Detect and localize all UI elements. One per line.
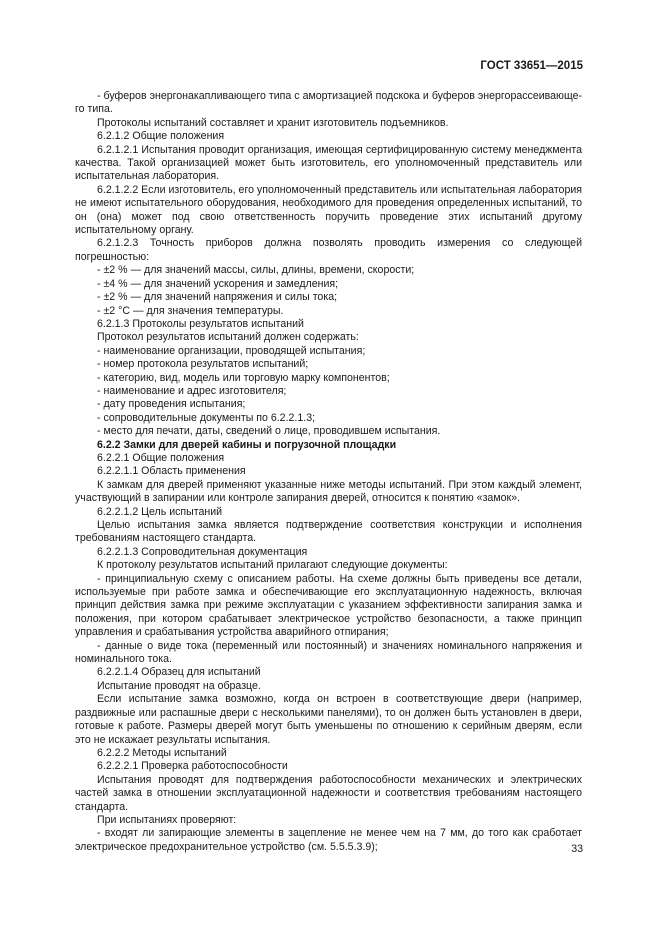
paragraph: Испытание проводят на образце.: [97, 679, 261, 692]
paragraph: Если испытание замка возможно, когда он встроен в соответствующие двери (например, раздвижные или распашные двери с несколькими панелями), то он должен быть установлен в двери, готовые к работе. Размеры дверей могут быть уменьшены по отношению к серийным дверям, если это не искажает результаты испытания.: [75, 693, 582, 746]
paragraph: - ±4 % — для значений ускорения и замедления;: [97, 277, 339, 290]
paragraph: Протоколы испытаний составляет и хранит изготовитель подъемников.: [97, 116, 449, 129]
paragraph: Испытания проводят для подтверждения работоспособности механических и электрических частей замка в отношении эксплуатационной надежности и соответствия требованиям настоящего стандарта.: [75, 773, 582, 813]
page-body: [75, 90, 582, 854]
paragraph: - номер протокола результатов испытаний;: [97, 358, 309, 371]
paragraph: - ±2 % — для значений напряжения и силы тока;: [97, 291, 338, 304]
paragraph: - ±2 °С — для значения температуры.: [97, 304, 284, 317]
paragraph: 6.2.1.2.2 Если изготовитель, его уполномоченный представитель или испытательная лаборатория не имеют испытательного оборудования, необходимого для проведения определенных испытаний, то он (она) может под свою ответственность поручить проведение этих испытаний другому испытательному органу.: [75, 183, 582, 237]
paragraph: 6.2.1.3 Протоколы результатов испытаний: [97, 317, 304, 330]
paragraph: - место для печати, даты, сведений о лице, проводившем испытания.: [97, 425, 441, 438]
paragraph: При испытаниях проверяют:: [97, 813, 237, 826]
paragraph: - дату проведения испытания;: [97, 398, 246, 411]
paragraph: - наименование и адрес изготовителя;: [97, 384, 287, 397]
paragraph: 6.2.2.2.1 Проверка работоспособности: [97, 760, 288, 773]
paragraph: 6.2.1.2.3 Точность приборов должна позволять проводить измерения со следующей погрешностью:: [75, 237, 582, 263]
paragraph: - наименование организации, проводящей испытания;: [97, 344, 366, 357]
paragraph: - категорию, вид, модель или торговую марку компонентов;: [97, 371, 390, 384]
paragraph: 6.2.2.1 Общие положения: [97, 451, 225, 464]
paragraph: К замкам для дверей применяют указанные ниже методы испытаний. При этом каждый элемент, участвующий в запирании или контроле запирания дверей, относится к понятию «замок».: [75, 478, 582, 505]
paragraph: Протокол результатов испытаний должен содержать:: [97, 331, 359, 344]
document-header: ГОСТ 33651—2015: [480, 60, 583, 72]
section-heading: 6.2.2 Замки для дверей кабины и погрузочной площадки: [97, 438, 397, 451]
paragraph: 6.2.2.1.3 Сопроводительная документация: [97, 545, 308, 558]
paragraph: - буферов энергонакапливающего типа с амортизацией подскока и буферов энергорассеивающе-го типа.: [75, 90, 582, 116]
paragraph: 6.2.2.2 Методы испытаний: [97, 746, 227, 759]
page-number: 33: [571, 843, 583, 855]
paragraph: 6.2.1.2 Общие положения: [97, 130, 225, 143]
paragraph: 6.2.2.1.1 Область применения: [97, 465, 246, 478]
paragraph: - принципиальную схему с описанием работы. На схеме должны быть приведены все детали, используемые при работе замка и обеспечивающие его эксплуатационную надежность, включая принцип действия замка при режиме эксплуатации с указанием эффективности запирания замка и положения, при котором срабатывает электрическое устройство безопасности, а также принцип управления и срабатывания устройства аварийного отпирания;: [75, 572, 582, 639]
paragraph: - входят ли запирающие элементы в зацепление не менее чем на 7 мм, до того как сработает электрическое предохранительное устройство (см. 5.5.5.3.9);: [75, 827, 582, 853]
paragraph: К протоколу результатов испытаний прилагают следующие документы:: [97, 559, 448, 572]
paragraph: Целью испытания замка является подтверждение соответствия конструкции и исполнения требованиям настоящего стандарта.: [75, 519, 582, 545]
paragraph: - ±2 % — для значений массы, силы, длины, времени, скорости;: [97, 264, 415, 277]
paragraph: 6.2.2.1.2 Цель испытаний: [97, 505, 223, 518]
paragraph: 6.2.2.1.4 Образец для испытаний: [97, 666, 261, 679]
paragraph: - сопроводительные документы по 6.2.2.1.3;: [97, 411, 316, 424]
paragraph: - данные о виде тока (переменный или постоянный) и значениях номинального напряжения и номинального тока.: [75, 639, 582, 666]
paragraph: 6.2.1.2.1 Испытания проводит организация, имеющая сертифицированную систему менеджмента качества. Такой организацией может быть изготовитель, его уполномоченный представитель или испытательная лаборатория.: [75, 143, 582, 183]
